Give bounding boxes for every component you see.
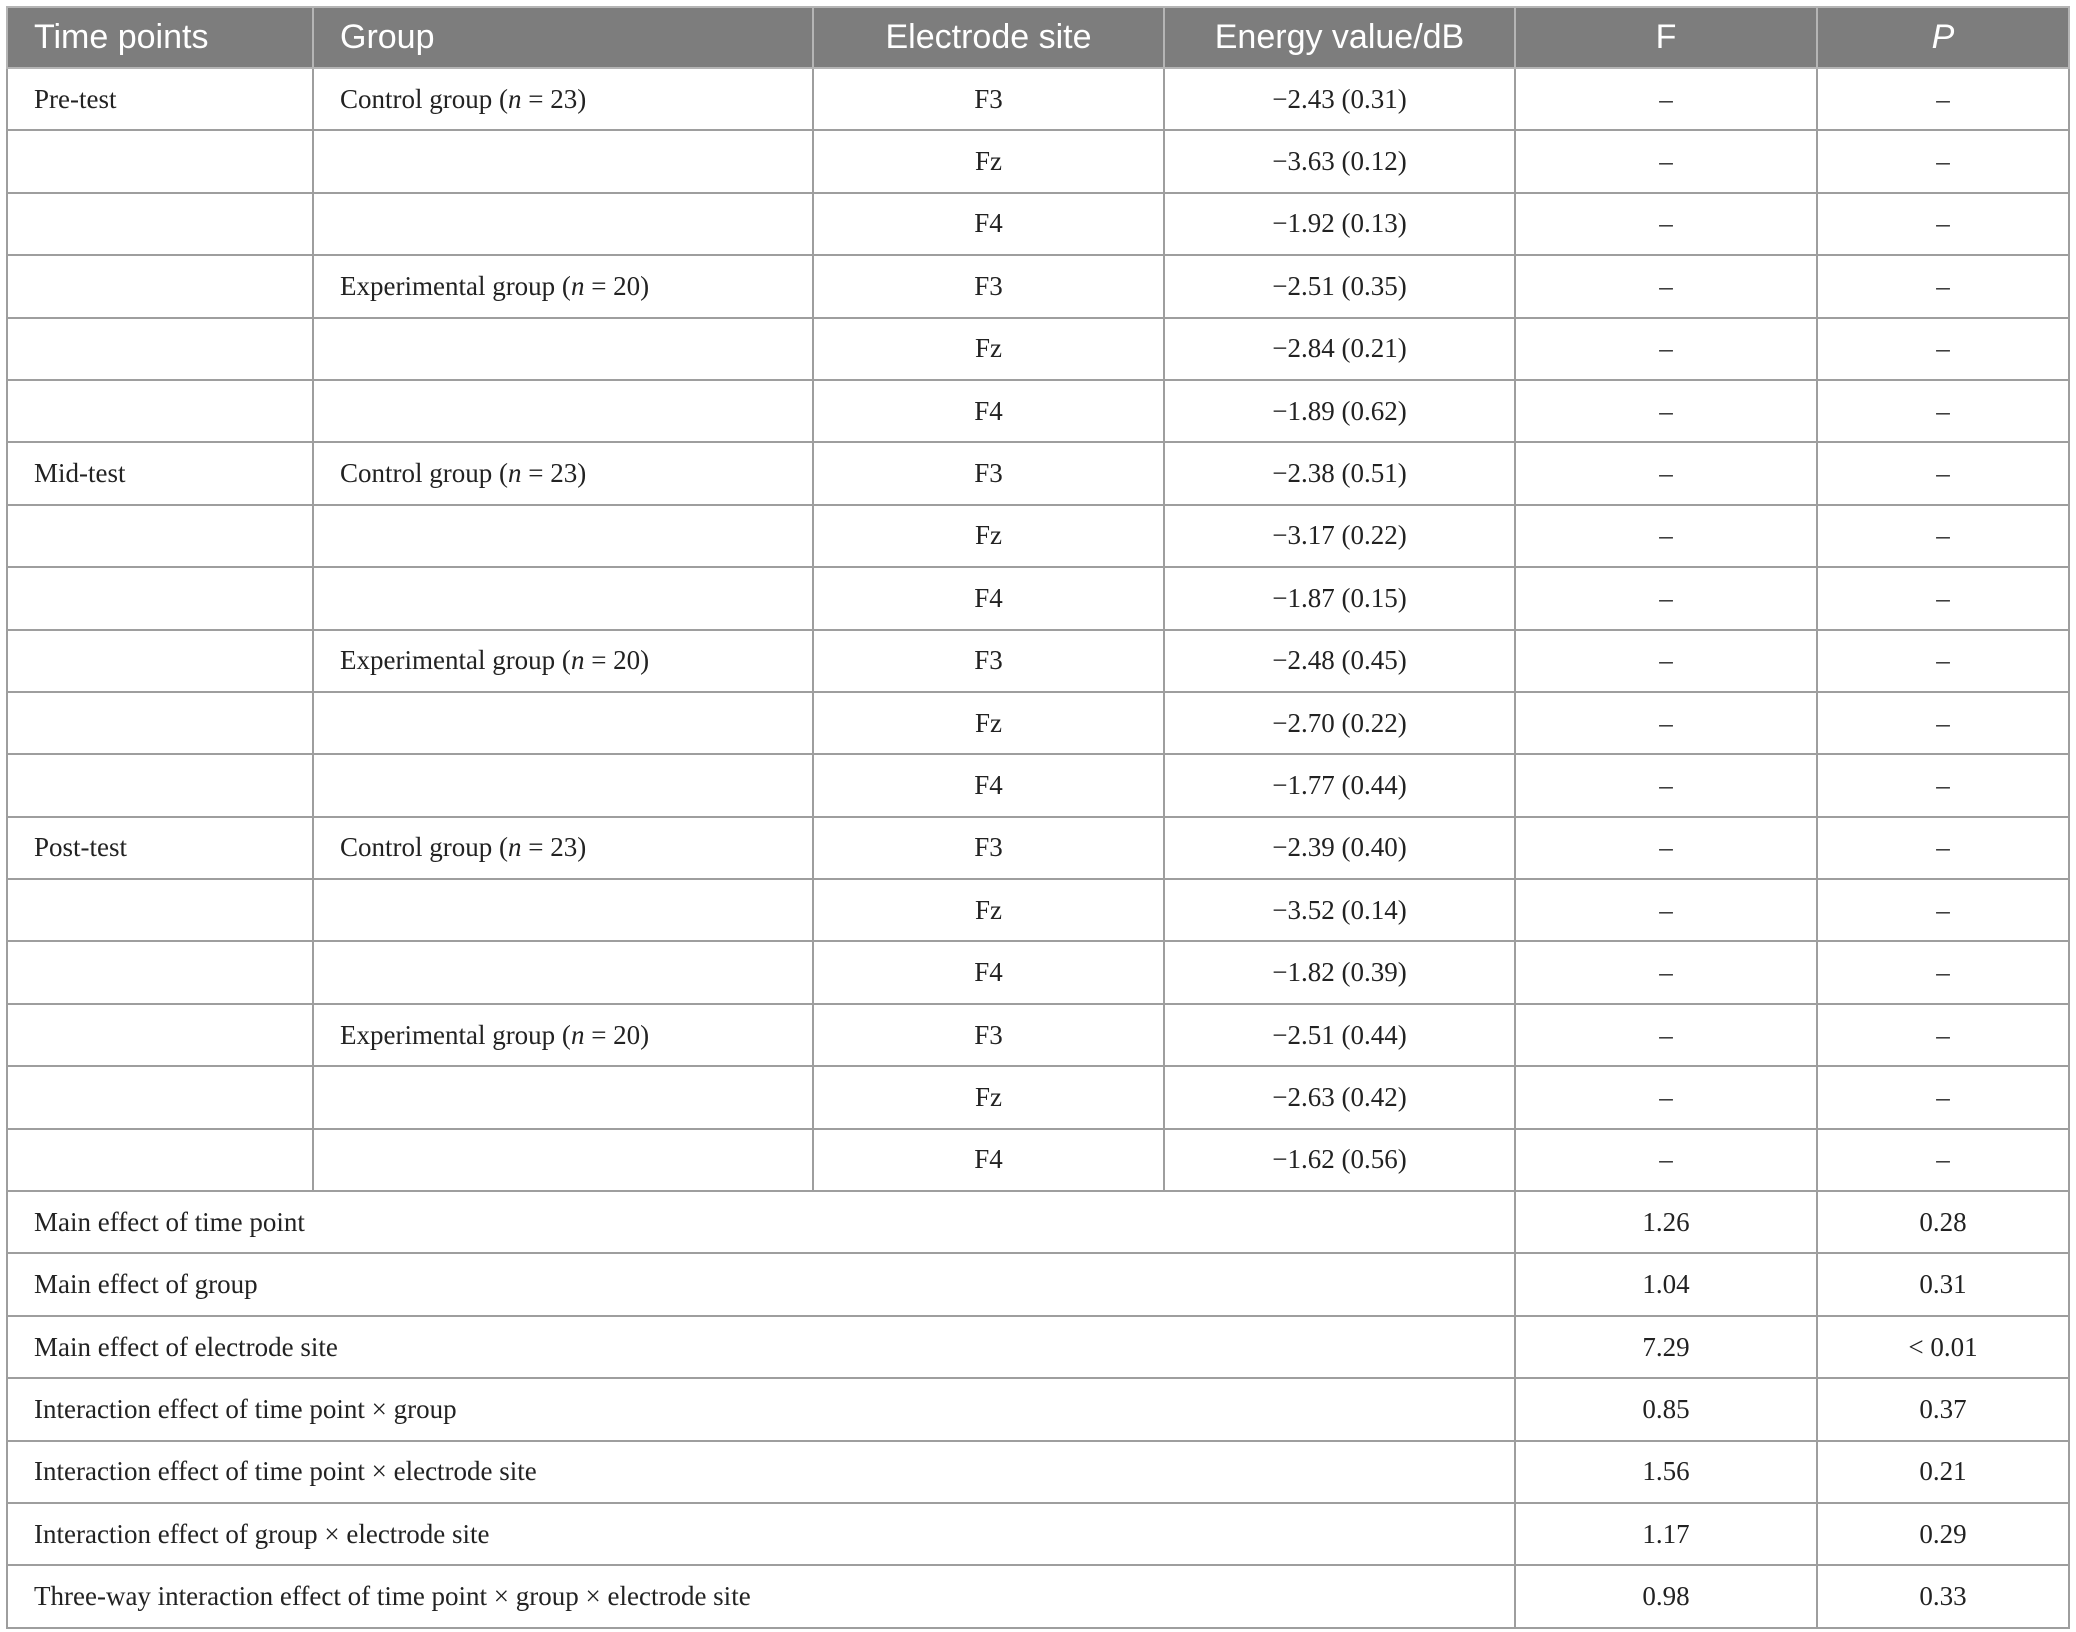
electrode-site-cell: F3 [813,1004,1164,1066]
p-value-cell: – [1817,505,2069,567]
header-energy-value: Energy value/dB [1164,7,1515,68]
p-value-cell: – [1817,1066,2069,1128]
p-value-cell: – [1817,193,2069,255]
electrode-site-cell: F3 [813,630,1164,692]
group-cell [313,754,813,816]
effect-p-cell: 0.31 [1817,1253,2069,1315]
group-n-symbol: n [570,1019,585,1050]
table-row [7,505,2069,567]
group-label: Control group ( [340,832,508,863]
group-cell [313,941,813,1003]
group-cell [313,1004,813,1066]
energy-value-cell: −3.63 (0.12) [1164,130,1515,192]
energy-value-cell: −1.89 (0.62) [1164,380,1515,442]
f-value-cell: – [1515,817,1817,879]
time-point-cell [7,1129,313,1191]
effect-label-cell: Interaction effect of time point × electrode site [7,1441,1515,1503]
time-point-cell [7,1066,313,1128]
energy-value-cell: −2.39 (0.40) [1164,817,1515,879]
time-point-cell: Post-test [7,817,313,879]
energy-value-cell: −1.92 (0.13) [1164,193,1515,255]
time-point-cell [7,318,313,380]
time-point-cell: Mid-test [7,442,313,504]
time-point-cell [7,380,313,442]
effect-label-cell: Interaction effect of group × electrode site [7,1503,1515,1565]
f-value-cell: – [1515,754,1817,816]
group-n-symbol: n [508,458,522,489]
p-value-cell: – [1817,817,2069,879]
electrode-site-cell: F3 [813,442,1164,504]
electrode-site-cell: F3 [813,255,1164,317]
table-row [7,1129,2069,1191]
table-row [7,68,2069,130]
electrode-site-cell: F4 [813,754,1164,816]
electrode-site-cell: Fz [813,318,1164,380]
time-point-cell: Pre-test [7,68,313,130]
electrode-site-cell: Fz [813,130,1164,192]
energy-value-cell: −1.77 (0.44) [1164,754,1515,816]
electrode-site-cell: Fz [813,505,1164,567]
p-value-cell: – [1817,1129,2069,1191]
table-row [7,255,2069,317]
table-row [7,193,2069,255]
group-label: Experimental group ( [340,1019,571,1050]
table-body [7,68,2069,1628]
p-value-cell: – [1817,442,2069,504]
f-value-cell: – [1515,630,1817,692]
p-value-cell: – [1817,941,2069,1003]
time-point-cell [7,193,313,255]
group-cell [313,567,813,629]
table-row [7,1004,2069,1066]
f-value-cell: – [1515,193,1817,255]
effect-row [7,1503,2069,1565]
effect-label-cell: Main effect of group [7,1253,1515,1315]
f-value-cell: – [1515,380,1817,442]
energy-value-cell: −3.17 (0.22) [1164,505,1515,567]
f-value-cell: – [1515,442,1817,504]
group-cell [313,255,813,317]
effect-f-cell: 1.17 [1515,1503,1817,1565]
effect-row [7,1253,2069,1315]
f-value-cell: – [1515,1004,1817,1066]
time-point-cell [7,130,313,192]
group-n-value: = 23) [521,458,587,489]
effect-f-cell: 1.56 [1515,1441,1817,1503]
group-label: Control group ( [340,458,508,489]
effect-f-cell: 0.85 [1515,1378,1817,1440]
p-value-cell: – [1817,255,2069,317]
f-value-cell: – [1515,1066,1817,1128]
group-n-value: = 23) [521,83,587,114]
energy-value-cell: −2.38 (0.51) [1164,442,1515,504]
p-value-cell: – [1817,318,2069,380]
time-point-cell [7,754,313,816]
p-value-cell: – [1817,630,2069,692]
effect-row [7,1191,2069,1253]
electrode-site-cell: F4 [813,567,1164,629]
p-value-cell: – [1817,1004,2069,1066]
effect-p-cell: 0.28 [1817,1191,2069,1253]
p-value-cell: – [1817,567,2069,629]
group-cell [313,1129,813,1191]
p-value-cell: – [1817,380,2069,442]
f-value-cell: – [1515,879,1817,941]
f-value-cell: – [1515,255,1817,317]
header-electrode-site: Electrode site [813,7,1164,68]
f-value-cell: – [1515,941,1817,1003]
results-table [6,6,2070,1629]
group-label: Experimental group ( [340,645,571,676]
electrode-site-cell: Fz [813,1066,1164,1128]
table-row [7,1066,2069,1128]
p-value-cell: – [1817,68,2069,130]
energy-value-cell: −2.43 (0.31) [1164,68,1515,130]
effect-f-cell: 0.98 [1515,1565,1817,1627]
time-point-cell [7,567,313,629]
electrode-site-cell: Fz [813,692,1164,754]
group-n-value: = 20) [584,645,650,676]
group-cell [313,442,813,504]
group-cell [313,193,813,255]
energy-value-cell: −2.51 (0.35) [1164,255,1515,317]
table-row [7,130,2069,192]
group-n-symbol: n [570,270,585,301]
table-row [7,817,2069,879]
group-n-symbol: n [508,83,522,114]
effect-f-cell: 7.29 [1515,1316,1817,1378]
table-header [7,7,2069,68]
effect-row [7,1316,2069,1378]
group-n-symbol: n [508,832,522,863]
table-row [7,567,2069,629]
energy-value-cell: −3.52 (0.14) [1164,879,1515,941]
f-value-cell: – [1515,505,1817,567]
effect-row [7,1441,2069,1503]
table-row [7,692,2069,754]
f-value-cell: – [1515,567,1817,629]
table-row [7,941,2069,1003]
effect-label-cell: Main effect of time point [7,1191,1515,1253]
effect-p-cell: 0.37 [1817,1378,2069,1440]
effect-p-cell: 0.29 [1817,1503,2069,1565]
group-n-value: = 23) [521,832,587,863]
group-n-value: = 20) [584,270,650,301]
energy-value-cell: −2.63 (0.42) [1164,1066,1515,1128]
f-value-cell: – [1515,318,1817,380]
electrode-site-cell: F4 [813,941,1164,1003]
time-point-cell [7,255,313,317]
p-value-cell: – [1817,130,2069,192]
time-point-cell [7,1004,313,1066]
energy-value-cell: −1.62 (0.56) [1164,1129,1515,1191]
electrode-site-cell: Fz [813,879,1164,941]
f-value-cell: – [1515,692,1817,754]
effect-f-cell: 1.26 [1515,1191,1817,1253]
group-cell [313,1066,813,1128]
energy-value-cell: −2.70 (0.22) [1164,692,1515,754]
time-point-cell [7,879,313,941]
f-value-cell: – [1515,130,1817,192]
table-row [7,318,2069,380]
time-point-cell [7,630,313,692]
p-value-cell: – [1817,692,2069,754]
time-point-cell [7,505,313,567]
energy-value-cell: −2.48 (0.45) [1164,630,1515,692]
time-point-cell [7,941,313,1003]
group-cell [313,630,813,692]
effect-p-cell: 0.33 [1817,1565,2069,1627]
energy-value-cell: −2.51 (0.44) [1164,1004,1515,1066]
f-value-cell: – [1515,68,1817,130]
energy-value-cell: −2.84 (0.21) [1164,318,1515,380]
table-row [7,442,2069,504]
effect-label-cell: Interaction effect of time point × group [7,1378,1515,1440]
group-cell [313,817,813,879]
header-p: P [1817,7,2069,68]
electrode-site-cell: F3 [813,68,1164,130]
table-row [7,630,2069,692]
effect-p-cell: < 0.01 [1817,1316,2069,1378]
f-value-cell: – [1515,1129,1817,1191]
effect-row [7,1378,2069,1440]
effect-f-cell: 1.04 [1515,1253,1817,1315]
group-cell [313,505,813,567]
p-value-cell: – [1817,754,2069,816]
group-cell [313,879,813,941]
group-cell [313,692,813,754]
electrode-site-cell: F3 [813,817,1164,879]
effect-label-cell: Three-way interaction effect of time point × group × electrode site [7,1565,1515,1627]
header-time-points: Time points [7,7,313,68]
table-row [7,754,2069,816]
electrode-site-cell: F4 [813,380,1164,442]
energy-value-cell: −1.82 (0.39) [1164,941,1515,1003]
group-n-symbol: n [570,645,585,676]
table-row [7,879,2069,941]
time-point-cell [7,692,313,754]
p-value-cell: – [1817,879,2069,941]
group-cell [313,318,813,380]
group-cell [313,68,813,130]
effect-p-cell: 0.21 [1817,1441,2069,1503]
group-cell [313,130,813,192]
electrode-site-cell: F4 [813,1129,1164,1191]
energy-value-cell: −1.87 (0.15) [1164,567,1515,629]
group-n-value: = 20) [584,1019,650,1050]
header-row [7,7,2069,68]
group-cell [313,380,813,442]
table-row [7,380,2069,442]
group-label: Experimental group ( [340,270,571,301]
header-group: Group [313,7,813,68]
effect-row [7,1565,2069,1627]
header-f: F [1515,7,1817,68]
group-label: Control group ( [340,83,508,114]
electrode-site-cell: F4 [813,193,1164,255]
effect-label-cell: Main effect of electrode site [7,1316,1515,1378]
